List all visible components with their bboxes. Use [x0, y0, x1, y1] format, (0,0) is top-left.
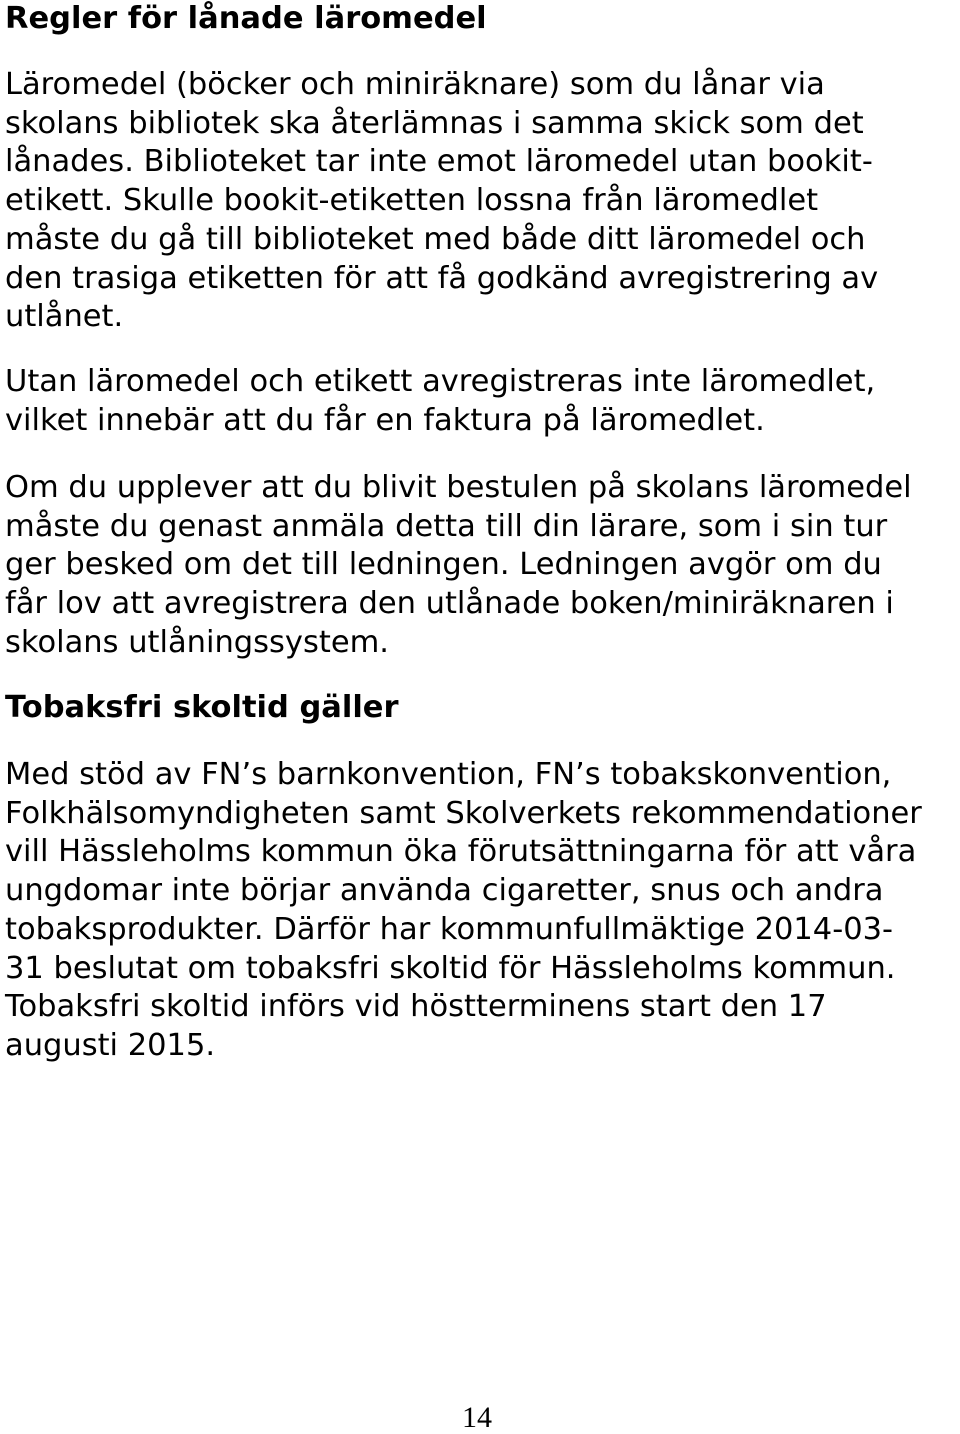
paragraph-line: etikett. Skulle bookit-etiketten lossna från läromedlet: [5, 183, 819, 219]
paragraph-line: måste du genast anmäla detta till din lärare, som i sin tur: [5, 508, 888, 544]
paragraph-line: 31 beslutat om tobaksfri skoltid för Hässleholms kommun.: [5, 950, 896, 986]
section-heading-tobaksfri-skoltid: [5, 689, 960, 728]
paragraph-stolda-laromedel: [5, 469, 960, 663]
heading-text: Regler för lånade läromedel: [5, 1, 487, 36]
paragraph-line: skolans utlåningssystem.: [5, 624, 390, 660]
paragraph-laromedel-aterlamning: [5, 66, 960, 337]
paragraph-line: måste du gå till biblioteket med både ditt läromedel och: [5, 221, 866, 257]
paragraph-line: Utan läromedel och etikett avregistreras inte läromedlet,: [5, 364, 876, 399]
paragraph-line: utlånet.: [5, 299, 124, 335]
paragraph-line: tobaksprodukter. Därför har kommunfullmäktige 2014-03-: [5, 911, 894, 947]
paragraph-line: Med stöd av FN’s barnkonvention, FN’s tobakskonvention,: [5, 757, 892, 792]
paragraph-tobaksfri-skoltid: [5, 756, 960, 1066]
heading-text: Tobaksfri skoltid gäller: [5, 690, 399, 725]
paragraph-line: lånades. Biblioteket tar inte emot läromedel utan bookit-: [5, 144, 873, 180]
paragraph-line: ungdomar inte börjar använda cigaretter, snus och andra: [5, 873, 884, 909]
paragraph-line: Om du upplever att du blivit bestulen på skolans läromedel: [5, 470, 912, 505]
paragraph-line: Läromedel (böcker och miniräknare) som du lånar via: [5, 67, 825, 102]
paragraph-line: skolans bibliotek ska återlämnas i samma skick som det: [5, 105, 864, 141]
paragraph-line: augusti 2015.: [5, 1027, 216, 1063]
paragraph-line: den trasiga etiketten för att få godkänd avregistrering av: [5, 260, 879, 296]
paragraph-avregistrering: [5, 363, 960, 440]
paragraph-line: vilket innebär att du får en faktura på läromedlet.: [5, 402, 765, 438]
page-number: 14: [462, 1401, 492, 1434]
paragraph-line: ger besked om det till ledningen. Ledningen avgör om du: [5, 547, 882, 583]
paragraph-line: får lov att avregistrera den utlånade boken/miniräknaren i: [5, 586, 894, 622]
section-heading-lanade-laromedel: [5, 0, 960, 39]
paragraph-line: Folkhälsomyndigheten samt Skolverkets rekommendationer: [5, 795, 922, 831]
paragraph-line: vill Hässleholms kommun öka förutsättningarna för att våra: [5, 834, 917, 870]
paragraph-line: Tobaksfri skoltid införs vid höstterminens start den 17: [5, 989, 827, 1025]
